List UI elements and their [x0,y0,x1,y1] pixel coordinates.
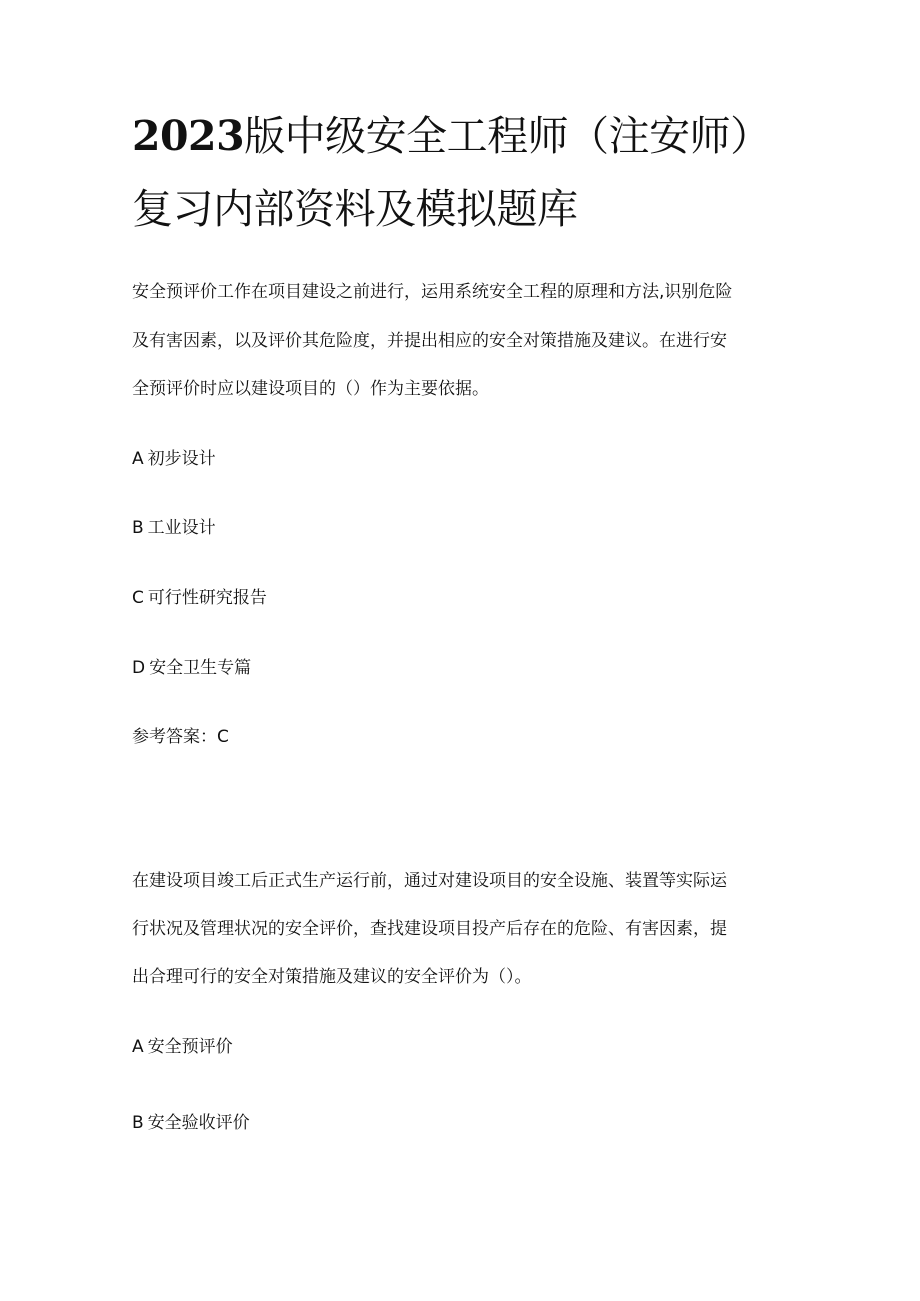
option-text: 可行性研究报告 [147,588,267,608]
question-1-stem-line-3: 全预评价时应以建设项目的（）作为主要依据。 [132,379,489,399]
option-letter: D [132,658,146,678]
document-title-line-1 [132,111,771,161]
question-1-answer: 参考答案：C [132,727,229,747]
question-1-option-c [132,586,267,610]
title-text-1: 版中级安全工程师（注安师） [244,112,771,160]
option-letter: B [132,1113,144,1133]
question-2-stem-line-1: 在建设项目竣工后正式生产运行前，通过对建设项目的安全设施、装置等实际运 [132,871,727,891]
question-1-option-d [132,656,251,680]
option-text: 安全卫生专篇 [149,658,252,678]
option-text: 工业设计 [147,518,216,538]
option-text: 安全预评价 [147,1037,233,1057]
question-2-option-a [132,1035,233,1059]
question-1-option-a [132,447,216,471]
question-2-option-b [132,1111,250,1135]
option-text: 安全验收评价 [147,1113,250,1133]
option-letter: B [132,518,144,538]
question-1-stem-line-2: 及有害因素，以及评价其危险度，并提出相应的安全对策措施及建议。在进行安 [132,331,727,351]
option-letter: A [132,449,144,469]
option-text: 初步设计 [147,449,216,469]
question-1-stem-line-1: 安全预评价工作在项目建设之前进行，运用系统安全工程的原理和方法,识别危险 [132,282,733,302]
option-letter: C [132,588,144,608]
title-year: 2023 [132,112,245,160]
question-2-stem-line-2: 行状况及管理状况的安全评价，查找建设项目投产后存在的危险、有害因素，提 [132,919,727,939]
question-1-option-b [132,516,216,540]
document-title-line-2: 复习内部资料及模拟题库 [132,185,578,233]
question-2-stem-line-3: 出合理可行的安全对策措施及建议的安全评价为（）。 [132,967,532,987]
option-letter: A [132,1037,144,1057]
